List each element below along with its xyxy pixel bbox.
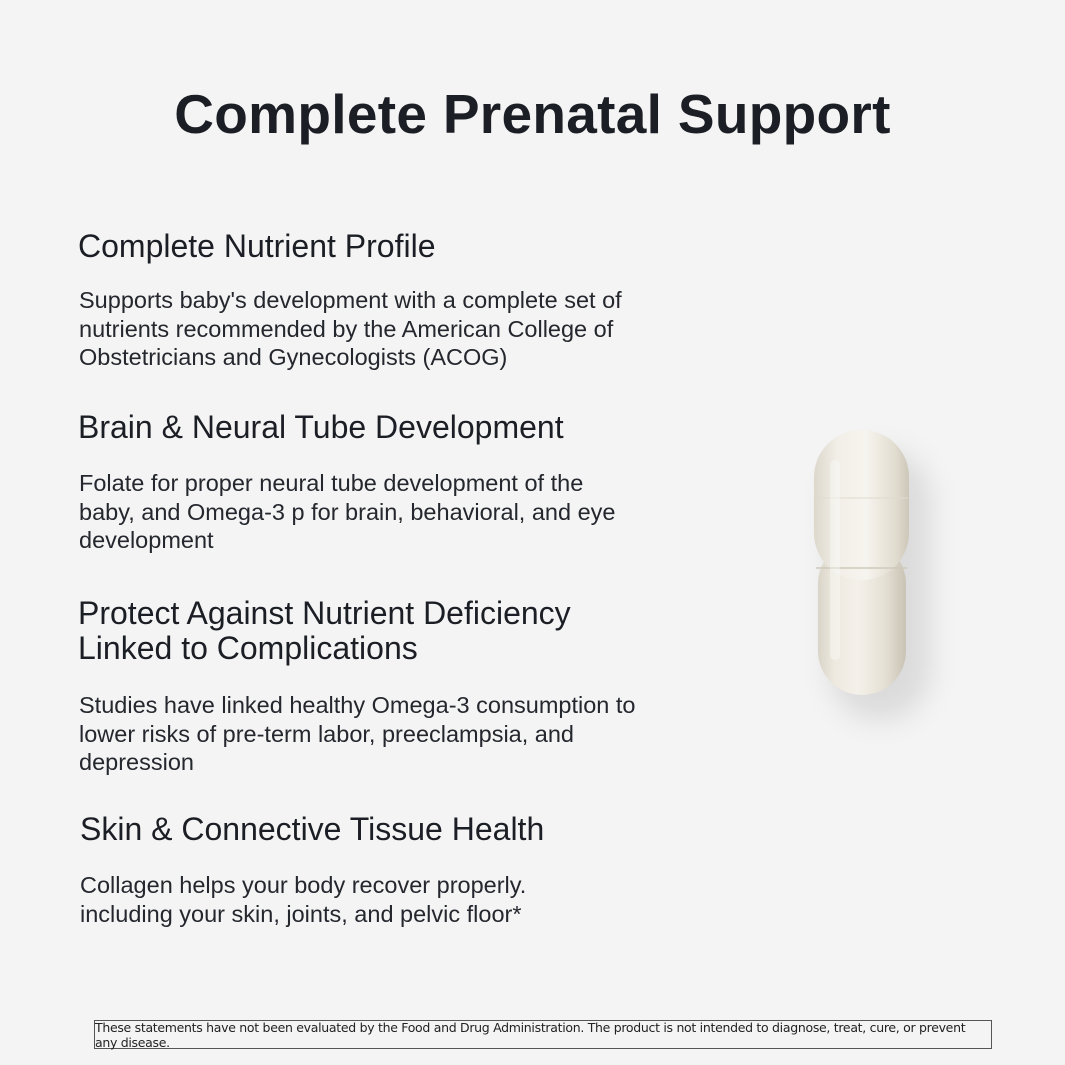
feature-heading-skin-tissue: Skin & Connective Tissue Health bbox=[80, 811, 545, 847]
feature-body-nutrient-deficiency: Studies have linked healthy Omega-3 consumption to lower risks of pre-term labor, preeclampsia, and depression bbox=[79, 692, 636, 775]
page-title: Complete Prenatal Support bbox=[174, 83, 891, 145]
feature-body-skin-tissue: Collagen helps your body recover properly. including your skin, joints, and pelvic floor* bbox=[80, 872, 527, 927]
feature-heading-nutrient-deficiency: Protect Against Nutrient Deficiency Linked to Complications bbox=[78, 595, 571, 666]
fda-disclaimer: These statements have not been evaluated by the Food and Drug Administration. The product is not intended to diagnose, treat, cure, or prevent any disease. bbox=[94, 1020, 992, 1049]
feature-body-nutrient-profile: Supports baby's development with a complete set of nutrients recommended by the American College of Obstetricians and Gynecologists (ACOG) bbox=[79, 287, 622, 370]
feature-heading-brain-neural: Brain & Neural Tube Development bbox=[78, 409, 564, 445]
feature-heading-nutrient-profile: Complete Nutrient Profile bbox=[78, 228, 436, 264]
capsule-icon bbox=[790, 420, 950, 740]
feature-body-brain-neural: Folate for proper neural tube development of the baby, and Omega-3 p for brain, behavioral, and eye development bbox=[79, 470, 616, 553]
